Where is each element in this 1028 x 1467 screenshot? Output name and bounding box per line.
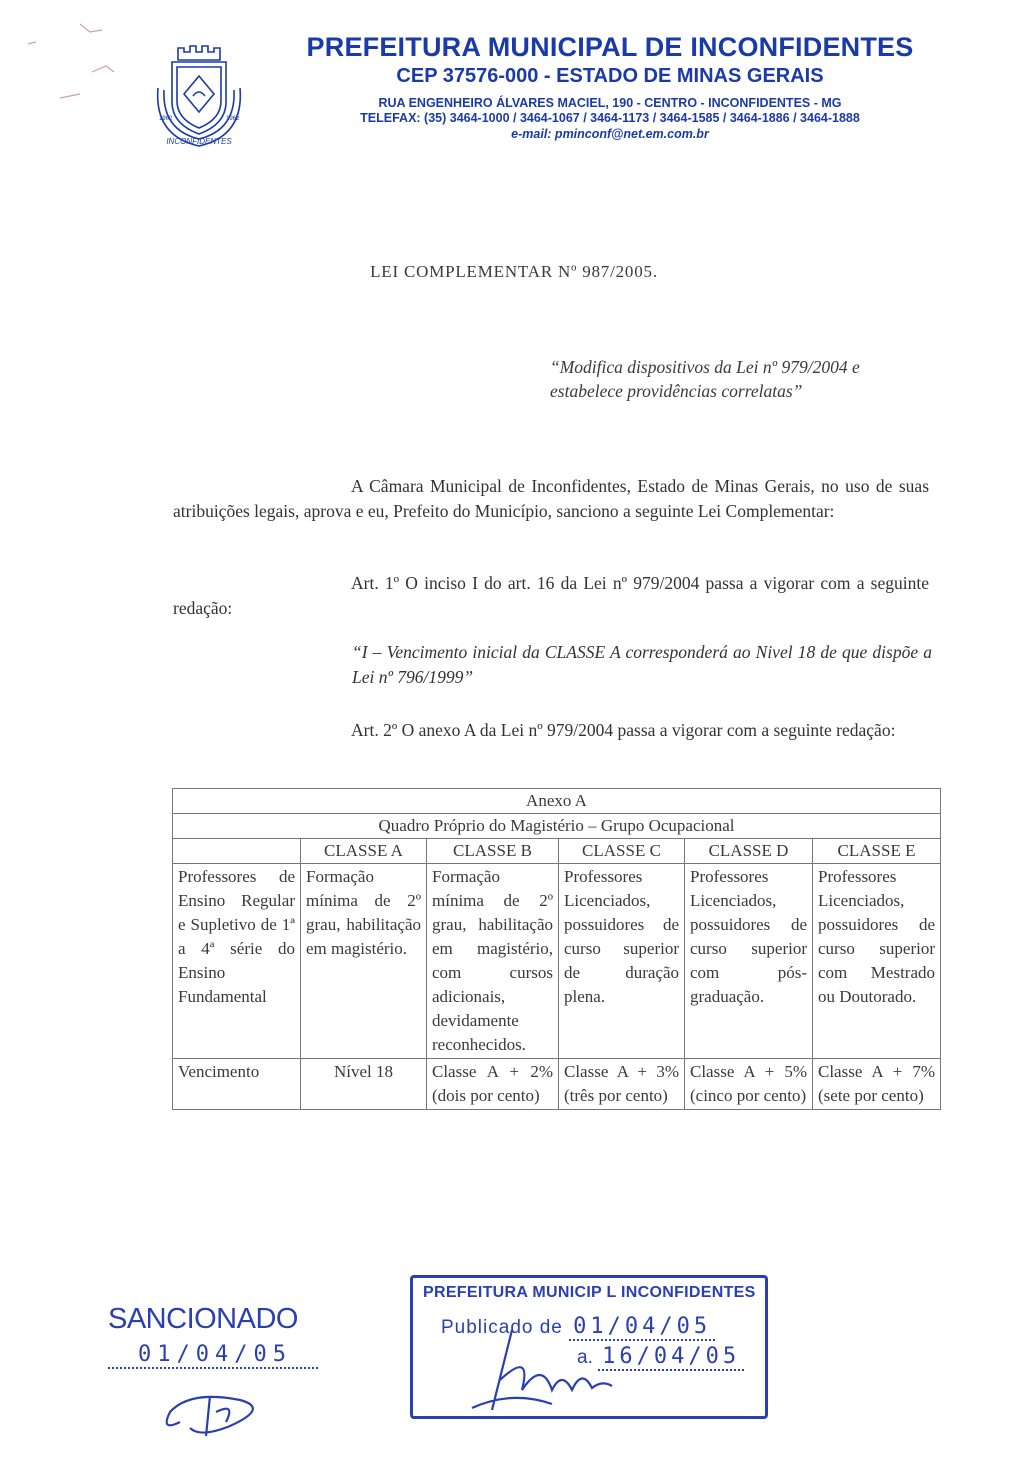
published-stamp-date-from: 01/04/05 — [569, 1314, 715, 1341]
table-header-classe-a: CLASSE A — [301, 839, 427, 864]
scan-mark-top-left — [20, 10, 130, 120]
table-cell: Professores Licenciados, possuidores de curso superior com pós-graduação. — [685, 864, 813, 1059]
table-header-classe-d: CLASSE D — [685, 839, 813, 864]
published-stamp-label: Publicado de — [441, 1317, 563, 1338]
table-row — [173, 1059, 941, 1110]
table-cell: Classe A + 7% (sete por cento) — [813, 1059, 941, 1110]
table-title-row — [173, 789, 941, 814]
letterhead-email: e-mail: pminconf@net.em.com.br — [511, 127, 709, 141]
table-cell: Nível 18 — [301, 1059, 427, 1110]
table-cell-row-label: Vencimento — [173, 1059, 301, 1110]
table-cell: Professores Licenciados, possuidores de curso superior de duração plena. — [559, 864, 685, 1059]
table-cell: Classe A + 2% (dois por cento) — [427, 1059, 559, 1110]
article-1-text: Art. 1º O inciso I do art. 16 da Lei nº 979/2004 passa a vigorar com a seguinte redação: — [173, 573, 929, 618]
table-subtitle-row — [173, 814, 941, 839]
letterhead-cep: CEP 37576-000 - ESTADO DE MINAS GERAIS — [396, 65, 824, 87]
crest-text: INCONFIDENTES — [166, 137, 232, 146]
sanctioned-stamp-date: 01/04/05 — [108, 1342, 318, 1369]
law-summary: “Modifica dispositivos da Lei nº 979/2004 e estabelece providências correlatas” — [550, 357, 860, 401]
municipal-crest-icon — [150, 40, 248, 152]
table-header-empty — [173, 839, 301, 864]
letterhead — [290, 32, 930, 141]
published-stamp-date-to: 16/04/05 — [598, 1344, 744, 1371]
table-header-row — [173, 839, 941, 864]
table-header-classe-b: CLASSE B — [427, 839, 559, 864]
table-cell: Classe A + 5% (cinco por cento) — [685, 1059, 813, 1110]
letterhead-title: PREFEITURA MUNICIPAL DE INCONFIDENTES — [306, 32, 914, 62]
annex-a-table — [172, 788, 941, 1110]
article-2-paragraph — [173, 718, 929, 743]
publication-signature-icon — [452, 1320, 652, 1420]
table-cell-row-label: Professores de Ensino Regular e Supletivo de 1ª a 4ª série do Ensino Fundamental — [173, 864, 301, 1059]
law-title: LEI COMPLEMENTAR Nº 987/2005. — [370, 262, 658, 281]
preamble-text: A Câmara Municipal de Inconfidentes, Estado de Minas Gerais, no uso de suas atribuições legais, aprova e eu, Prefeito do Município, sanciono a seguinte Lei Complementar: — [173, 476, 929, 521]
table-cell: Professores Licenciados, possuidores de curso superior com Mestrado ou Doutorado. — [813, 864, 941, 1059]
article-2-text: Art. 2º O anexo A da Lei nº 979/2004 passa a vigorar com a seguinte redação: — [351, 720, 896, 740]
preamble-paragraph — [173, 474, 929, 524]
table-title: Anexo A — [173, 789, 941, 814]
crest-year-right: 1962 — [226, 116, 240, 122]
published-stamp-head: PREFEITURA MUNICIP L INCONFIDENTES — [423, 1284, 756, 1301]
table-row — [173, 864, 941, 1059]
table-subtitle: Quadro Próprio do Magistério – Grupo Ocupacional — [173, 814, 941, 839]
published-stamp-ate-label: a. — [577, 1347, 593, 1368]
table-header-classe-e: CLASSE E — [813, 839, 941, 864]
article-1-paragraph — [173, 571, 929, 621]
sanctioned-stamp-word: SANCIONADO — [108, 1303, 298, 1335]
table-header-classe-c: CLASSE C — [559, 839, 685, 864]
crest-year-left: 1962 — [159, 116, 173, 122]
sanction-signature-icon — [150, 1382, 280, 1442]
table-cell: Formação mínima de 2º grau, habilitação em magistério. — [301, 864, 427, 1059]
article-1-quote: “I – Vencimento inicial da CLASSE A corresponderá ao Nivel 18 de que dispõe a Lei nº 796/1999” — [352, 642, 932, 687]
sanctioned-stamp — [108, 1303, 323, 1369]
letterhead-address: RUA ENGENHEIRO ÁLVARES MACIEL, 190 - CENTRO - INCONFIDENTES - MG — [378, 96, 842, 110]
table-cell: Classe A + 3% (três por cento) — [559, 1059, 685, 1110]
letterhead-telefax: TELEFAX: (35) 3464-1000 / 3464-1067 / 3464-1173 / 3464-1585 / 3464-1886 / 3464-1888 — [360, 111, 860, 125]
table-cell: Formação mínima de 2º grau, habilitação em magistério, com cursos adicionais, devidamente reconhecidos. — [427, 864, 559, 1059]
